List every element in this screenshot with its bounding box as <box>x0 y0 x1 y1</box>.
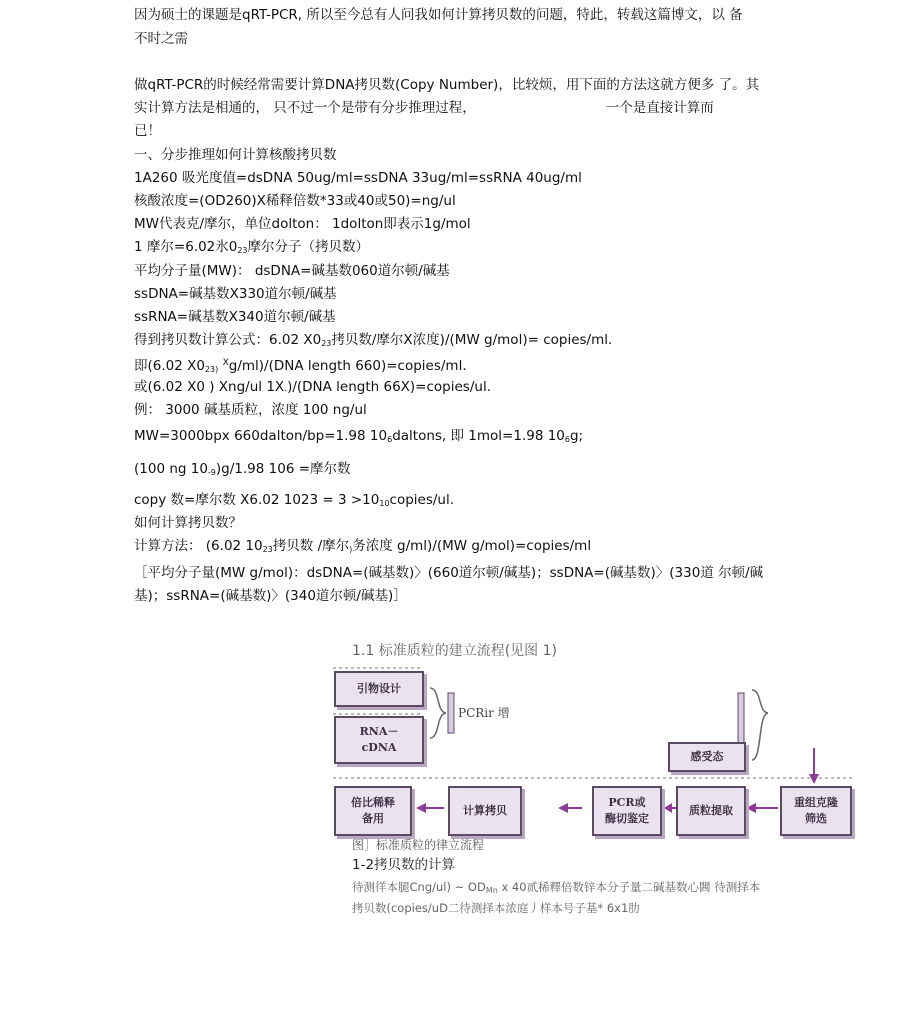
s2-l1sub: Mn <box>485 886 498 895</box>
box-rna-cdna: RNA－ cDNA <box>334 716 424 764</box>
f10-sub: - <box>284 386 288 395</box>
box-pcr-digest: PCR或 酶切鉴定 <box>592 786 662 836</box>
f13-b: )g/1.98 106 =摩尔数 <box>215 461 351 477</box>
f8-a: 得到拷贝数计算公式：6.02 X0 <box>134 332 322 348</box>
intro-line-1: 因为硕士的课题是qRT-PCR, 所以至今总有人问我如何计算拷贝数的问题，特此，转载这篇博文，以 备 <box>134 7 743 23</box>
example-heading: 例： 3000 碱基质粒，浓度 100 ng/ul <box>134 402 367 418</box>
box-calc-copies: 计算拷贝 <box>448 786 522 836</box>
formula-mw-def: MW代表克/摩尔，单位dolton： 1dolton即表示1g/mol <box>134 216 471 232</box>
box-recombinant-screen: 重组克隆 筛选 <box>780 786 852 836</box>
intro-line-2: 不时之需 <box>134 31 188 47</box>
f9-sub: 23) <box>204 365 219 374</box>
formula-ssrna: ssRNA=碱基数X340道尔顿/碱基 <box>134 309 336 325</box>
copy-calc-line-2: 拷贝数(copies/uD二待测择本浓庭丿样本号子基* 6x1肋 <box>352 901 640 915</box>
f10-a: 或(6.02 X0 ) Xng/ul 1X <box>134 379 285 395</box>
f12-sub2: 6 <box>564 435 570 444</box>
f12-b: daltons, 即 1mol=1.98 10 <box>392 428 565 444</box>
box-primer-design: 引物设计 <box>334 671 424 707</box>
para-line-3: 已！ <box>134 123 161 139</box>
formula-concentration: 核酸浓度=(OD260)X稀释倍数*33或40或50)=ng/ul <box>134 193 456 209</box>
f14-sub: 10 <box>379 499 390 508</box>
arrow-down-head <box>809 774 819 784</box>
f14-b: copies/ul. <box>389 492 455 508</box>
f16-a: 计算方法： (6.02 10 <box>134 538 263 554</box>
left-brace <box>430 688 446 738</box>
f10-b: )/(DNA length 66X)=copies/ul. <box>287 379 491 395</box>
para-line-2b: 一个是直接计算而 <box>605 100 714 116</box>
how-to-heading: 如何计算拷贝数？ <box>134 515 242 531</box>
bracket-line-2: 基)；ssRNA=(碱基数)〉(340道尔顿/碱基)］ <box>134 588 407 604</box>
box-dilute: 倍比稀释 备用 <box>334 786 412 836</box>
f12-c: g; <box>569 428 584 444</box>
formula-mol-b: 摩尔分子（拷贝数） <box>247 239 370 255</box>
f12-a: MW=3000bpx 660dalton/bp=1.98 10 <box>134 428 388 444</box>
formula-mol-sub: 23 <box>237 246 248 255</box>
s2-l1b: x 40贰稀釋倍数锌本分子量二碱基数心閪 待测择本 <box>497 880 761 894</box>
f13-sub: -9 <box>207 468 216 477</box>
f13-a: (100 ng 10 <box>134 461 208 477</box>
f8-sub: 23 <box>321 339 332 348</box>
section-1-heading: 一、分步推理如何计算核酸拷贝数 <box>134 147 337 163</box>
formula-a260: 1A260 吸光度值=dsDNA 50ug/ml=ssDNA 33ug/ml=ssRNA 40ug/ml <box>134 170 582 186</box>
bracket-line-1: ［平均分子量(MW g/mol)：dsDNA=(碱基数)〉(660道尔顿/碱基)；ssDNA=(碱基数)〉(330道 尔顿/碱 <box>134 565 764 581</box>
f9-sup: X <box>222 358 229 368</box>
f16-sub2: ) <box>349 545 353 554</box>
f9-b: g/ml)/(DNA length 660)=copies/ml. <box>228 358 467 374</box>
s2-l1a: 待测徉本腿Cng/ul) ~ OD <box>352 880 486 894</box>
figure-title: 1.1 标准质粒的建立流程(见图 1) <box>352 643 557 659</box>
figure-caption: 图］标准质粒的律立流程 <box>352 838 485 852</box>
para-line-2a: 实计算方法是相通的， 只不过一个是带有分步推理过程， <box>134 100 476 116</box>
section-2-heading: 1-2拷贝数的计算 <box>352 857 456 873</box>
f8-b: 拷贝数/摩尔X浓度)/(MW g/mol)= copies/ml. <box>331 332 613 348</box>
arrow-3-head <box>558 803 568 813</box>
pcr-amplify-label: PCRir 增 <box>458 706 510 720</box>
f16-sub1: 23 <box>262 545 273 554</box>
arrow-2-head <box>664 803 672 813</box>
f14-a: copy 数=摩尔数 X6.02 1023 = 3 >10 <box>134 492 380 508</box>
f16-c: 务浓度 g/ml)/(MW g/mol)=copies/ml <box>352 538 592 554</box>
copy-calc-line-1 <box>352 879 760 895</box>
formula-ssdna: ssDNA=碱基数X330道尔顿/碱基 <box>134 286 337 302</box>
box-competent: 感受态 <box>668 742 746 772</box>
right-brace <box>752 690 768 760</box>
f16-b: 拷贝数 /摩尔 <box>272 538 350 554</box>
f12-sub1: 6 <box>387 435 393 444</box>
pcr-marker <box>448 693 454 733</box>
arrow-1-head <box>746 803 756 813</box>
f9-a: 即(6.02 X0 <box>134 358 205 374</box>
para-line-1: 做qRT-PCR的时候经常需要计算DNA拷贝数(Copy Number)，比较烦，用下面的方法这就方便多 了。其 <box>134 77 760 93</box>
box-plasmid-extract: 质粒提取 <box>676 786 746 836</box>
formula-mol-a: 1 摩尔=6.02氷0 <box>134 239 238 255</box>
arrow-4-head <box>416 803 426 813</box>
formula-avg-mw: 平均分子量(MW)： dsDNA=碱基数060道尔顿/碱基 <box>134 263 450 279</box>
